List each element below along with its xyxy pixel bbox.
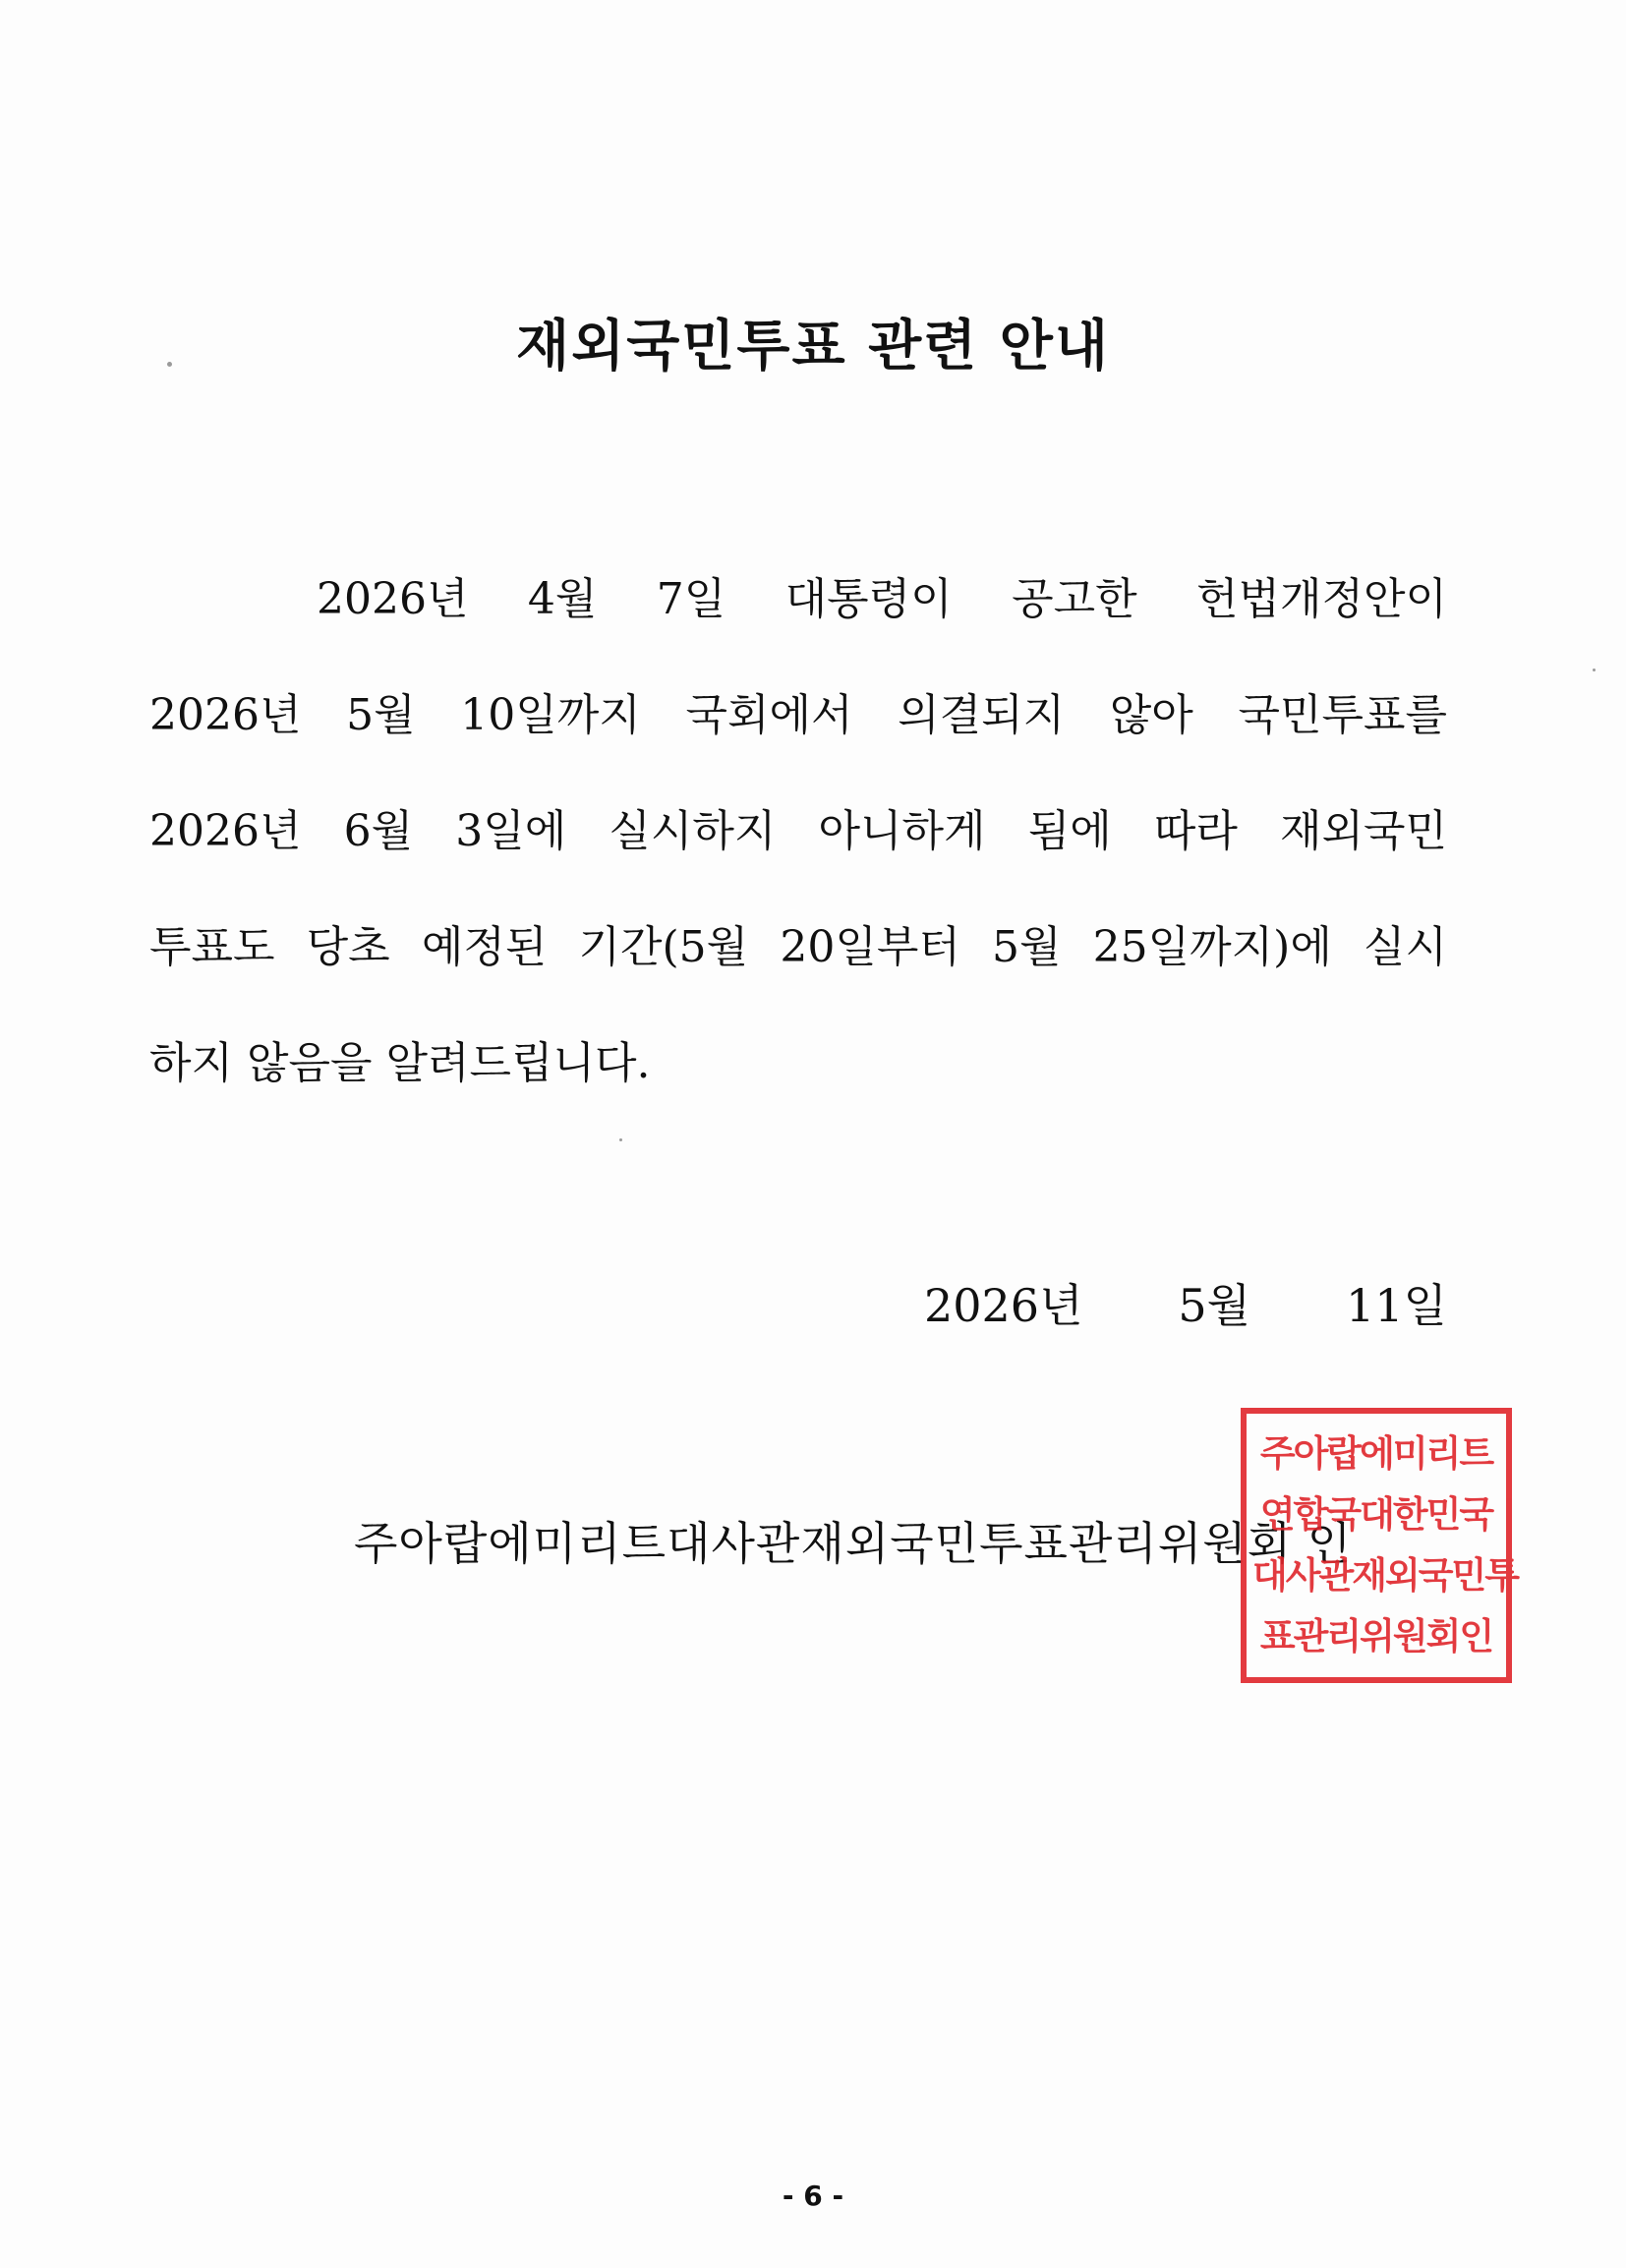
seal-line-2: 연합국대한민국 (1259, 1493, 1493, 1536)
body-line-1: 2026년 4월 7일 대통령이 공고한 헌법개정안이 (317, 574, 1447, 624)
seal-line-3: 대사관재외국민투 (1252, 1554, 1518, 1597)
body-line-5: 하지 않음을 알려드립니다. (149, 1038, 651, 1088)
date-day: 11일 (1346, 1279, 1447, 1332)
body-line-4: 투표도 당초 예정된 기간(5월 20일부터 5월 25일까지)에 실시 (149, 922, 1447, 972)
date-year: 2026년 (924, 1279, 1083, 1332)
page-number: - 6 - (782, 2180, 844, 2212)
seal-line-1: 주아랍에미리트 (1259, 1432, 1493, 1475)
scan-speck (619, 1138, 622, 1141)
document-title: 재외국민투표 관련 안내 (516, 315, 1110, 378)
date-month: 5월 (1178, 1279, 1251, 1332)
body-line-2: 2026년 5월 10일까지 국회에서 의결되지 않아 국민투표를 (149, 690, 1447, 740)
document-date (924, 1276, 1447, 1335)
signer-name: 주아랍에미리트대사관재외국민투표관리위원회 인 (354, 1517, 1353, 1570)
scan-speck (1593, 669, 1596, 671)
seal-line-4: 표관리위원회인 (1259, 1615, 1493, 1657)
body-line-3: 2026년 6월 3일에 실시하지 아니하게 됨에 따라 재외국민 (149, 806, 1447, 856)
official-seal (1241, 1408, 1518, 1683)
